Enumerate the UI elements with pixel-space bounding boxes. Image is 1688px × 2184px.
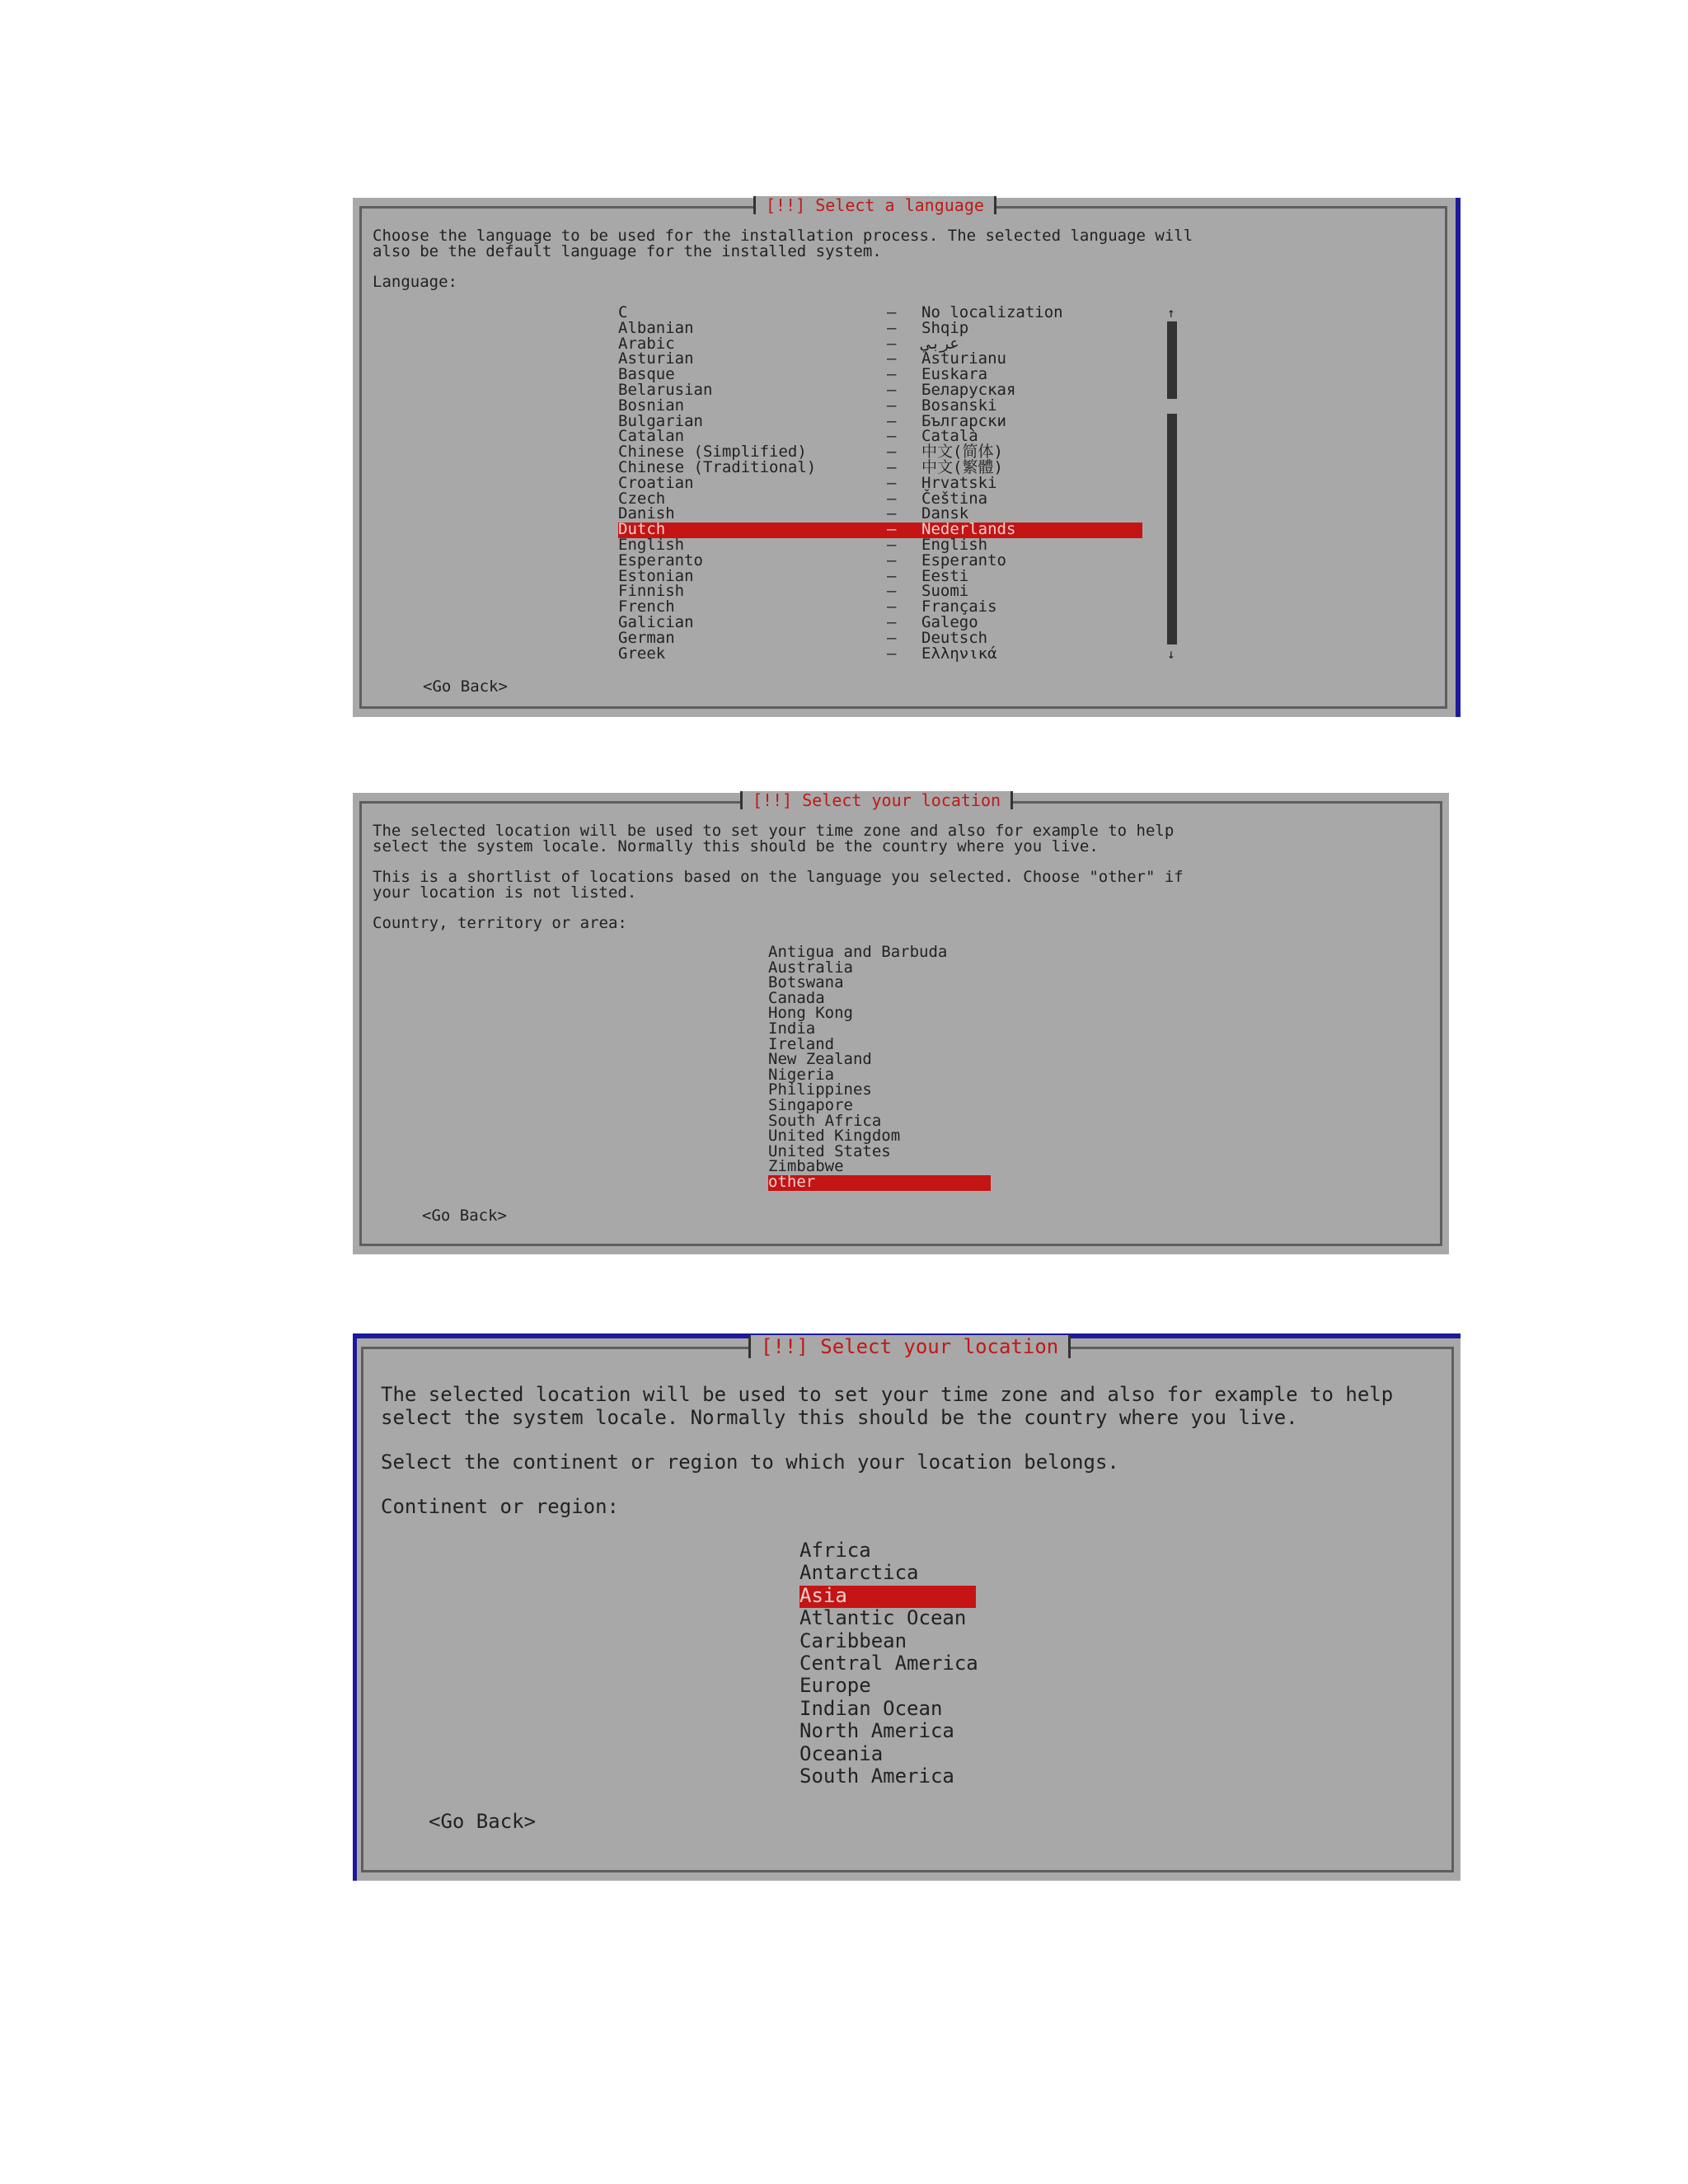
language-native-name[interactable]: No localization xyxy=(921,303,1063,321)
language-separator[interactable]: – xyxy=(887,628,897,647)
go-back-button[interactable]: <Go Back> xyxy=(423,677,508,696)
language-native-name[interactable]: Ελληνικά xyxy=(921,644,997,663)
country-item[interactable]: United Kingdom xyxy=(768,1127,901,1146)
language-separator[interactable]: – xyxy=(887,504,897,523)
language-native-name[interactable]: Français xyxy=(921,598,997,616)
country-list xyxy=(353,793,1449,1254)
region-item[interactable]: Oceania xyxy=(799,1741,884,1765)
language-separator[interactable]: – xyxy=(887,613,897,631)
language-name[interactable]: Arabic xyxy=(618,334,675,353)
language-name[interactable]: Catalan xyxy=(618,427,685,446)
language-name[interactable]: French xyxy=(618,598,675,616)
language-native-name[interactable]: Eesti xyxy=(921,566,969,585)
go-back-button[interactable]: <Go Back> xyxy=(422,1207,507,1225)
intro-text-line4: your location is not listed. xyxy=(373,883,637,902)
intro-text-line3: This is a shortlist of locations based on the language you selected. Choose "other" if xyxy=(373,868,1184,886)
dialog-title: [!!] Select your location xyxy=(740,791,1013,809)
language-list xyxy=(353,198,1461,717)
language-name[interactable]: Albanian xyxy=(618,318,694,337)
language-native-name[interactable]: Català xyxy=(921,427,978,446)
scrollbar-thumb[interactable] xyxy=(1167,414,1177,644)
language-separator[interactable]: – xyxy=(887,349,897,368)
country-dialog xyxy=(353,790,1449,1254)
scroll-up-arrow[interactable]: ↑ xyxy=(1167,305,1175,321)
language-dialog xyxy=(353,195,1461,717)
language-native-name[interactable]: Nederlands xyxy=(921,520,1016,539)
region-prompt: Continent or region: xyxy=(381,1495,619,1518)
language-name[interactable]: Belarusian xyxy=(618,381,713,399)
language-separator[interactable]: – xyxy=(887,365,897,384)
country-item[interactable]: other xyxy=(768,1173,816,1191)
language-separator[interactable]: – xyxy=(887,303,897,321)
go-back-button[interactable]: <Go Back> xyxy=(429,1810,537,1833)
language-native-name[interactable]: Deutsch xyxy=(921,628,988,647)
language-native-name[interactable]: Bosanski xyxy=(921,396,997,415)
dialog-title: [!!] Select your location xyxy=(748,1335,1071,1358)
region-item[interactable]: North America xyxy=(799,1719,954,1743)
language-name[interactable]: Chinese (Simplified) xyxy=(618,443,807,462)
country-item[interactable]: Nigeria xyxy=(768,1065,835,1084)
language-separator[interactable]: – xyxy=(887,381,897,399)
country-item[interactable]: Zimbabwe xyxy=(768,1157,844,1176)
language-name[interactable]: Finnish xyxy=(618,582,685,601)
language-name[interactable]: Czech xyxy=(618,489,666,508)
language-native-name[interactable]: Shqip xyxy=(921,318,969,337)
language-separator[interactable]: – xyxy=(887,458,897,476)
language-native-name[interactable]: 中文(简体) xyxy=(921,443,1003,462)
language-name[interactable]: Asturian xyxy=(618,349,694,368)
intro-text-line2: select the system locale. Normally this should be the country where you live. xyxy=(373,837,1099,855)
language-separator[interactable]: – xyxy=(887,489,897,508)
language-name[interactable]: Esperanto xyxy=(618,551,703,569)
language-separator[interactable]: – xyxy=(887,582,897,601)
language-name[interactable]: German xyxy=(618,628,675,647)
language-native-name[interactable]: Dansk xyxy=(921,504,969,523)
country-item[interactable]: South Africa xyxy=(768,1111,882,1130)
country-item[interactable]: Botswana xyxy=(768,973,844,992)
language-native-name[interactable]: Suomi xyxy=(921,582,969,601)
language-name[interactable]: Bosnian xyxy=(618,396,685,415)
language-name[interactable]: Croatian xyxy=(618,473,694,492)
language-separator[interactable]: – xyxy=(887,520,897,539)
country-item[interactable]: New Zealand xyxy=(768,1050,872,1069)
language-name[interactable]: Chinese (Traditional) xyxy=(618,458,817,476)
intro-text-line1: The selected location will be used to set your time zone and also for example to help xyxy=(381,1383,1394,1406)
language-separator[interactable]: – xyxy=(887,473,897,492)
language-native-name[interactable]: Čeština xyxy=(921,489,988,508)
language-native-name[interactable]: English xyxy=(921,536,988,554)
intro-text-line2: select the system locale. Normally this should be the country where you live. xyxy=(381,1406,1298,1429)
language-separator[interactable]: – xyxy=(887,334,897,353)
language-separator[interactable]: – xyxy=(887,598,897,616)
region-dialog xyxy=(353,1333,1461,1881)
region-item[interactable]: South America xyxy=(799,1765,954,1788)
country-item[interactable]: Australia xyxy=(768,958,853,977)
country-item[interactable]: Philippines xyxy=(768,1080,872,1099)
language-separator[interactable]: – xyxy=(887,396,897,415)
language-separator[interactable]: – xyxy=(887,551,897,569)
language-native-name[interactable]: Български xyxy=(921,411,1006,430)
selected-row-highlight xyxy=(618,520,1142,539)
region-item[interactable]: Africa xyxy=(799,1539,871,1562)
country-item[interactable]: United States xyxy=(768,1141,891,1160)
language-name[interactable]: Greek xyxy=(618,644,666,663)
scroll-down-arrow[interactable]: ↓ xyxy=(1167,646,1175,662)
region-item[interactable]: Atlantic Ocean xyxy=(799,1606,967,1630)
intro-text-line1: The selected location will be used to set your time zone and also for example to help xyxy=(373,822,1175,840)
language-native-name[interactable]: Беларуская xyxy=(921,381,1016,399)
language-native-name[interactable]: Hrvatski xyxy=(921,473,997,492)
language-name[interactable]: Dutch xyxy=(618,520,666,539)
country-item[interactable]: Canada xyxy=(768,988,825,1007)
intro-text-line2: also be the default language for the installed system. xyxy=(373,242,882,260)
country-item[interactable]: Ireland xyxy=(768,1034,835,1053)
language-name[interactable]: C xyxy=(618,303,628,321)
region-item[interactable]: Central America xyxy=(799,1652,978,1675)
language-native-name[interactable]: Euskara xyxy=(921,365,988,384)
dialog-title: [!!] Select a language xyxy=(753,196,996,214)
region-item[interactable]: Indian Ocean xyxy=(799,1696,943,1720)
language-prompt: Language: xyxy=(373,273,457,291)
country-item[interactable]: India xyxy=(768,1019,816,1038)
region-item[interactable]: Asia xyxy=(799,1583,847,1607)
intro-text-line3: Select the continent or region to which your location belongs. xyxy=(381,1451,1119,1474)
language-native-name[interactable]: Galego xyxy=(921,613,978,631)
language-name[interactable]: Bulgarian xyxy=(618,411,703,430)
language-native-name[interactable]: عربي xyxy=(921,334,959,353)
region-item[interactable]: Caribbean xyxy=(799,1629,907,1652)
language-native-name[interactable]: Asturianu xyxy=(921,349,1006,368)
language-separator[interactable]: – xyxy=(887,566,897,585)
region-item[interactable]: Antarctica xyxy=(799,1561,919,1585)
language-separator[interactable]: – xyxy=(887,644,897,663)
region-list xyxy=(353,1333,1461,1881)
language-separator[interactable]: – xyxy=(887,536,897,554)
country-item[interactable]: Antigua and Barbuda xyxy=(768,943,948,961)
country-prompt: Country, territory or area: xyxy=(373,914,627,932)
language-name[interactable]: Galician xyxy=(618,613,694,631)
language-separator[interactable]: – xyxy=(887,318,897,337)
intro-text-line1: Choose the language to be used for the installation process. The selected language will xyxy=(373,227,1193,245)
country-item[interactable]: Singapore xyxy=(768,1096,853,1114)
language-native-name[interactable]: Esperanto xyxy=(921,551,1006,569)
country-item[interactable]: Hong Kong xyxy=(768,1004,853,1023)
scrollbar[interactable] xyxy=(1167,321,1177,399)
language-name[interactable]: English xyxy=(618,536,685,554)
language-name[interactable]: Danish xyxy=(618,504,675,523)
language-separator[interactable]: – xyxy=(887,443,897,462)
language-separator[interactable]: – xyxy=(887,411,897,430)
region-item[interactable]: Europe xyxy=(799,1674,871,1698)
language-name[interactable]: Estonian xyxy=(618,566,694,585)
language-native-name[interactable]: 中文(繁體) xyxy=(921,458,1003,476)
language-separator[interactable]: – xyxy=(887,427,897,446)
language-name[interactable]: Basque xyxy=(618,365,675,384)
